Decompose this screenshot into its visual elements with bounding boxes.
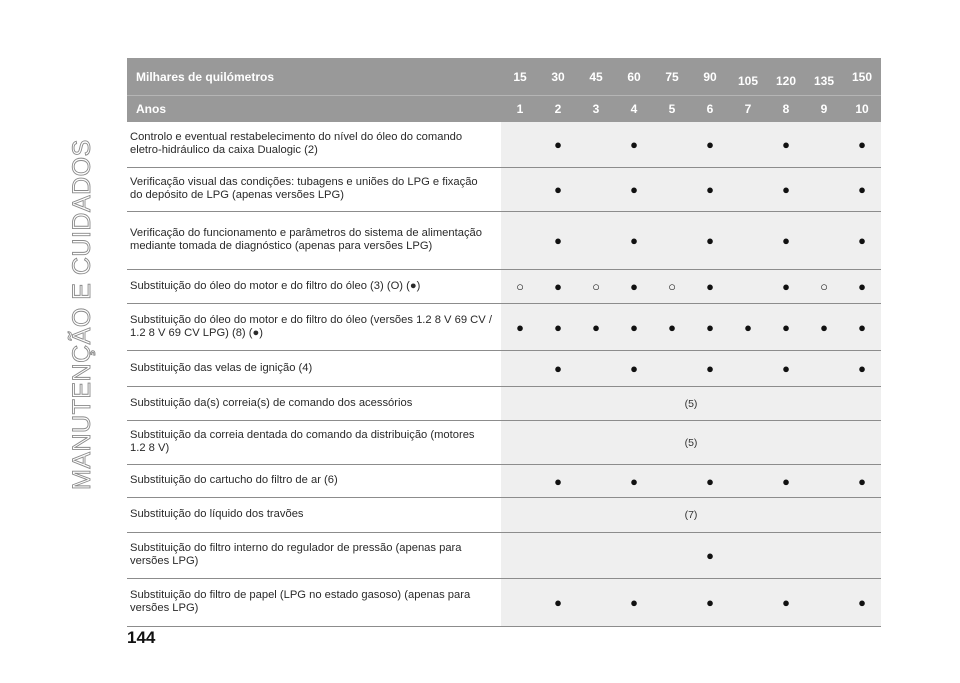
- interval-mark: ○: [805, 270, 843, 304]
- km-header-cell: 15: [501, 58, 539, 96]
- interval-mark: ●: [615, 212, 653, 270]
- interval-mark: ●: [539, 122, 577, 168]
- year-header-cell: 4: [615, 96, 653, 123]
- interval-mark: ●: [691, 212, 729, 270]
- interval-mark: [653, 351, 691, 387]
- interval-mark: [805, 533, 843, 579]
- interval-mark: ●: [843, 122, 881, 168]
- year-header-cell: 10: [843, 96, 881, 123]
- interval-mark: ●: [615, 579, 653, 627]
- interval-mark: [577, 351, 615, 387]
- interval-mark: ●: [843, 351, 881, 387]
- interval-mark: [729, 533, 767, 579]
- interval-mark: ●: [843, 465, 881, 498]
- interval-mark: [805, 122, 843, 168]
- km-header-cell: 60: [615, 58, 653, 96]
- interval-mark: [577, 533, 615, 579]
- interval-mark: ●: [615, 304, 653, 351]
- interval-mark: [729, 212, 767, 270]
- operation-description: Substituição da correia dentada do comando da distribuição (motores 1.2 8 V): [127, 421, 501, 465]
- interval-mark: [501, 168, 539, 212]
- table-row: [127, 387, 881, 421]
- interval-mark: ●: [767, 351, 805, 387]
- km-header-cell: 75: [653, 58, 691, 96]
- table-row: [127, 465, 881, 498]
- interval-mark: [805, 579, 843, 627]
- operation-description: Substituição do óleo do motor e do filtro do óleo (versões 1.2 8 V 69 CV / 1.2 8 V 69 CV LPG) (8) (●): [127, 304, 501, 351]
- operation-description: Substituição do filtro de papel (LPG no estado gasoso) (apenas para versões LPG): [127, 579, 501, 627]
- interval-mark: [577, 168, 615, 212]
- interval-mark: ●: [539, 304, 577, 351]
- interval-mark: ●: [615, 270, 653, 304]
- year-header-cell: 3: [577, 96, 615, 123]
- km-header-cell: 120: [767, 58, 805, 96]
- operation-description: Substituição do filtro interno do regulador de pressão (apenas para versões LPG): [127, 533, 501, 579]
- table-row: [127, 270, 881, 304]
- interval-mark: ●: [539, 351, 577, 387]
- km-header-cell: 30: [539, 58, 577, 96]
- interval-mark: [501, 465, 539, 498]
- km-header-cell: 135: [805, 58, 843, 96]
- interval-mark: [729, 465, 767, 498]
- interval-mark: ●: [691, 579, 729, 627]
- page-number: 144: [127, 628, 156, 647]
- year-header-cell: 5: [653, 96, 691, 123]
- interval-mark: [577, 579, 615, 627]
- interval-mark: ●: [691, 270, 729, 304]
- interval-mark: [501, 351, 539, 387]
- km-header-cell: 150: [843, 58, 881, 96]
- interval-mark: ●: [767, 122, 805, 168]
- interval-mark: [805, 465, 843, 498]
- interval-mark: [501, 579, 539, 627]
- interval-mark: ●: [843, 270, 881, 304]
- maintenance-schedule-table: [127, 58, 881, 627]
- km-header-label: Milhares de quilómetros: [127, 58, 501, 96]
- interval-mark: ●: [691, 122, 729, 168]
- interval-mark: [805, 168, 843, 212]
- interval-mark: ●: [577, 304, 615, 351]
- interval-mark: ●: [615, 351, 653, 387]
- year-header-cell: 8: [767, 96, 805, 123]
- interval-mark: [729, 168, 767, 212]
- interval-mark: ●: [767, 465, 805, 498]
- interval-mark: ●: [539, 465, 577, 498]
- interval-mark: [653, 168, 691, 212]
- header-row-years: [127, 96, 881, 123]
- interval-mark: ●: [691, 533, 729, 579]
- interval-mark: ●: [767, 304, 805, 351]
- interval-mark: ●: [843, 212, 881, 270]
- table-row: [127, 122, 881, 168]
- interval-mark: ●: [539, 212, 577, 270]
- interval-mark: [729, 351, 767, 387]
- interval-note: (5): [501, 421, 881, 465]
- interval-mark: ●: [691, 304, 729, 351]
- interval-mark: [805, 351, 843, 387]
- interval-mark: ●: [615, 465, 653, 498]
- table-row: [127, 304, 881, 351]
- interval-mark: [729, 270, 767, 304]
- operation-description: Substituição do líquido dos travões: [127, 498, 501, 533]
- interval-mark: ●: [843, 304, 881, 351]
- interval-mark: ●: [843, 168, 881, 212]
- interval-mark: ○: [653, 270, 691, 304]
- interval-mark: [539, 533, 577, 579]
- interval-mark: [501, 533, 539, 579]
- operation-description: Substituição do cartucho do filtro de ar (6): [127, 465, 501, 498]
- interval-mark: [729, 122, 767, 168]
- year-header-cell: 2: [539, 96, 577, 123]
- interval-mark: [805, 212, 843, 270]
- interval-mark: [653, 579, 691, 627]
- interval-mark: ●: [539, 168, 577, 212]
- interval-mark: ●: [691, 351, 729, 387]
- year-header-cell: 6: [691, 96, 729, 123]
- km-header-cell: 105: [729, 58, 767, 96]
- interval-mark: ○: [501, 270, 539, 304]
- interval-mark: ○: [577, 270, 615, 304]
- section-title: MANUTENÇÃO E CUIDADOS: [68, 139, 96, 490]
- interval-mark: [729, 579, 767, 627]
- year-header-cell: 7: [729, 96, 767, 123]
- interval-mark: [843, 533, 881, 579]
- interval-mark: ●: [691, 465, 729, 498]
- interval-mark: [501, 122, 539, 168]
- operation-description: Controlo e eventual restabelecimento do nível do óleo do comando eletro-hidráulico da caixa Dualogic (2): [127, 122, 501, 168]
- operation-description: Verificação visual das condições: tubagens e uniões do LPG e fixação do depósito de LPG (apenas versões LPG): [127, 168, 501, 212]
- interval-mark: ●: [767, 579, 805, 627]
- km-header-cell: 45: [577, 58, 615, 96]
- interval-mark: [577, 212, 615, 270]
- interval-mark: ●: [539, 579, 577, 627]
- year-header-cell: 1: [501, 96, 539, 123]
- interval-mark: [615, 533, 653, 579]
- interval-mark: ●: [843, 579, 881, 627]
- interval-mark: ●: [691, 168, 729, 212]
- operation-description: Substituição da(s) correia(s) de comando dos acessórios: [127, 387, 501, 421]
- interval-mark: [501, 212, 539, 270]
- interval-mark: ●: [501, 304, 539, 351]
- operation-description: Verificação do funcionamento e parâmetros do sistema de alimentação mediante tomada de diagnóstico (apenas para versões LPG): [127, 212, 501, 270]
- interval-mark: [767, 533, 805, 579]
- interval-mark: [653, 533, 691, 579]
- table-row: [127, 168, 881, 212]
- interval-note: (7): [501, 498, 881, 533]
- interval-mark: ●: [805, 304, 843, 351]
- interval-mark: [653, 122, 691, 168]
- interval-mark: [577, 122, 615, 168]
- interval-mark: ●: [615, 168, 653, 212]
- table-row: [127, 533, 881, 579]
- year-header-cell: 9: [805, 96, 843, 123]
- interval-note: (5): [501, 387, 881, 421]
- table-row: [127, 212, 881, 270]
- interval-mark: ●: [767, 270, 805, 304]
- table-row: [127, 579, 881, 627]
- interval-mark: ●: [767, 212, 805, 270]
- operation-description: Substituição das velas de ignição (4): [127, 351, 501, 387]
- table-row: [127, 421, 881, 465]
- interval-mark: [577, 465, 615, 498]
- header-row-km: [127, 58, 881, 96]
- interval-mark: ●: [653, 304, 691, 351]
- years-header-label: Anos: [127, 96, 501, 123]
- km-header-cell: 90: [691, 58, 729, 96]
- interval-mark: ●: [615, 122, 653, 168]
- interval-mark: [653, 465, 691, 498]
- interval-mark: ●: [729, 304, 767, 351]
- interval-mark: ●: [539, 270, 577, 304]
- interval-mark: [653, 212, 691, 270]
- table-row: [127, 498, 881, 533]
- interval-mark: ●: [767, 168, 805, 212]
- table-row: [127, 351, 881, 387]
- operation-description: Substituição do óleo do motor e do filtro do óleo (3) (O) (●): [127, 270, 501, 304]
